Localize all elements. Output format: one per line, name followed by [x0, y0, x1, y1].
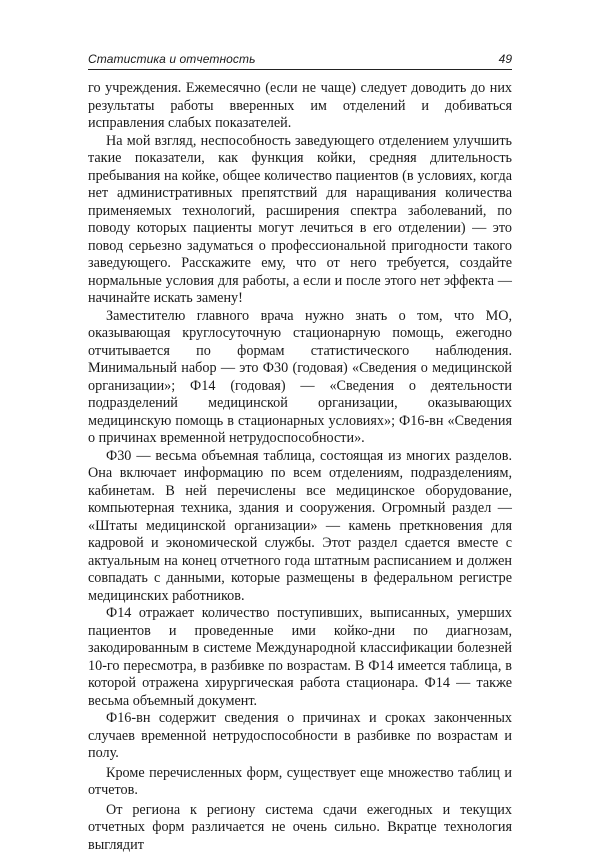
- body-text: [88, 80, 512, 854]
- paragraph: го учреждения. Ежемесячно (если не чаще) следует доводить до них результаты работы вверенных им отделений и добиваться исправления слабых показателей.: [88, 80, 512, 133]
- paragraph: От региона к региону система сдачи ежегодных и текущих отчетных форм различается не очень сильно. Вкратце технология выглядит: [88, 802, 512, 854]
- paragraph: Ф16-вн содержит сведения о причинах и сроках законченных случаев временной нетрудоспособности в разбивке по возрастам и полу.: [88, 710, 512, 763]
- paragraph: Ф14 отражает количество поступивших, выписанных, умерших пациентов и проведенные ими койко-дни по диагнозам, закодированным в системе Международной классификации болезней 10-го пересмотра, в разбивке по возрастам. В Ф14 имеется таблица, в которой отражена хирургическая работа стационара. Ф14 — также весьма объемный документ.: [88, 605, 512, 710]
- paragraph: На мой взгляд, неспособность заведующего отделением улучшить такие показатели, как функция койки, средняя длительность пребывания на койке, общее количество пациентов (в условиях, когда нет административных препятствий для наращивания количества применяемых технологий, расширения спектра заболеваний, по поводу которых пациенты могут лечиться в его отделении) — это повод серьезно задуматься о профессиональной пригодности такого заведующего. Расскажите ему, что от него требуется, создайте нормальные условия для работы, а если и после этого нет эффекта — начинайте искать замену!: [88, 133, 512, 308]
- paragraph: Заместителю главного врача нужно знать о том, что МО, оказывающая круглосуточную стационарную помощь, ежегодно отчитывается по формам статистического наблюдения. Минимальный набор — это Ф30 (годовая) «Сведения о медицинской организации»; Ф14 (годовая) — «Сведения о деятельности подразделений медицинской организации, оказывающих медицинскую помощь в стационарных условиях»; Ф16-вн «Сведения о причинах временной нетрудоспособности».: [88, 308, 512, 448]
- paragraph: Ф30 — весьма объемная таблица, состоящая из многих разделов. Она включает информацию по всем отделениям, подразделениям, кабинетам. В ней перечислены все медицинское оборудование, компьютерная техника, здания и сооружения. Огромный раздел — «Штаты медицинской организации» — камень преткновения для кадровой и экономической службы. Этот раздел сдается вместе с актуальным на конец отчетного года штатным расписанием и должен совпадать с данными, которые размещены в федеральном регистре медицинских работников.: [88, 448, 512, 606]
- page-number: 49: [499, 52, 512, 66]
- paragraph: Кроме перечисленных форм, существует еще множество таблиц и отчетов.: [88, 765, 512, 800]
- chapter-title: Статистика и отчетность: [88, 52, 256, 66]
- running-header: [88, 52, 512, 68]
- header-divider: [88, 69, 512, 70]
